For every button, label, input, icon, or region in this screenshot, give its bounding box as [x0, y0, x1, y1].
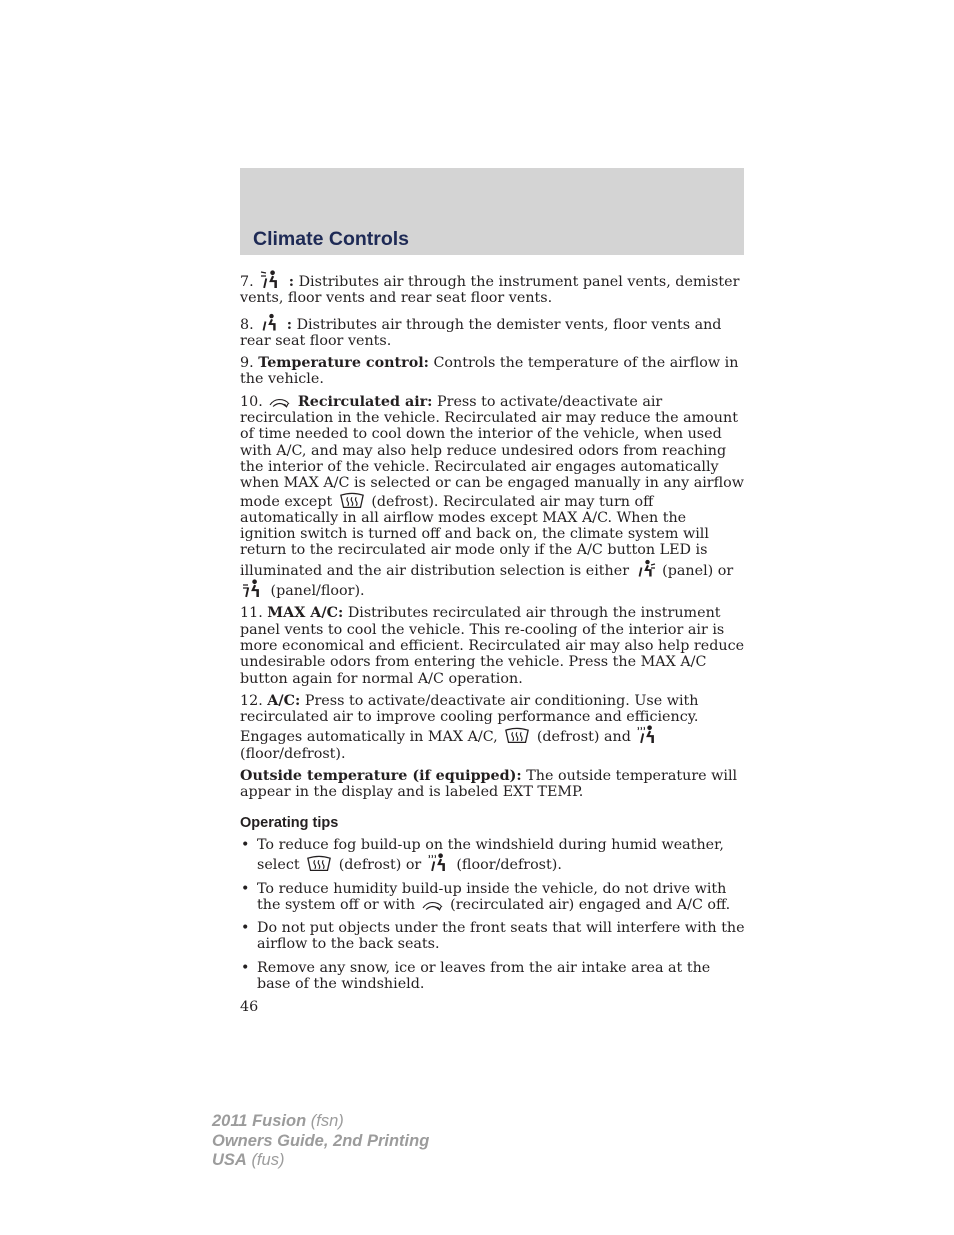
recirculation-icon: [422, 900, 444, 912]
operating-tips-heading: Operating tips: [240, 814, 339, 831]
floor-defrost-icon: [428, 853, 450, 872]
list-item: • To reduce fog build-up on the windshield during humid weather, select (defrost) or (floor/defrost).: [241, 836, 724, 874]
bullet: •: [241, 920, 250, 937]
page-title: Climate Controls: [253, 228, 410, 250]
bullet: •: [241, 959, 250, 976]
panel-floor-icon: [242, 579, 264, 598]
item-10: 10. Recirculated air: Press to activate/deactivate air recirculation in the vehicle. Recirculated air may reduce the amount of time needed to cool down the interior of the vehicle, when used with A/C, and may also help reduce undesired odors from reaching the interior of the vehicle. Recirculated air engages automatically when MAX A/C is selected or can be engaged manually in any airflow mode except (defrost). Recirculated air may turn off automatically in all airflow modes except MAX A/C. When the ignition switch is turned off and back on, the climate system will return to the recirculated air mode only if the A/C button LED is illuminated and the air distribution selection is either (panel) or (panel/floor).: [240, 393, 745, 600]
item-9: 9. Temperature control: Controls the temperature of the airflow in the vehicle.: [240, 355, 739, 388]
page-number: 46: [240, 999, 259, 1016]
item-8: 8. : Distributes air through the demister vents, floor vents and rear seat floor vents.: [240, 313, 746, 350]
defrost-icon: [306, 855, 332, 872]
item-7: 7. : Distributes air through the instrument panel vents, demister vents, floor vents and rear seat floor vents.: [240, 270, 746, 307]
footer-model-line: 2011 Fusion (fsn): [212, 1112, 344, 1130]
footer-guide-line: Owners Guide, 2nd Printing: [212, 1131, 430, 1150]
floor-demister-icon: [260, 270, 282, 289]
bullet: •: [241, 880, 250, 897]
item-11: 11. MAX A/C: Distributes recirculated air through the instrument panel vents to cool the vehicle. This re-cooling of the interior air is more economical and efficient. Recirculated air may also help reduce undesirable odors from entering the vehicle. Press the MAX A/C button again for normal A/C operation.: [240, 605, 745, 687]
recirculation-icon: [269, 397, 291, 409]
floor-defrost-icon: [637, 725, 659, 744]
document-footer: [212, 1112, 429, 1171]
list-item: • Do not put objects under the front seats that will interfere with the airflow to the back seats.: [241, 920, 745, 953]
defrost-icon: [504, 727, 530, 744]
bullet: •: [241, 836, 250, 853]
page-content: [240, 270, 746, 1016]
defrost-icon: [339, 492, 365, 509]
list-item: • Remove any snow, ice or leaves from the air intake area at the base of the windshield.: [241, 959, 711, 992]
footer-region-line: USA (fus): [212, 1151, 285, 1169]
list-item: • To reduce humidity build-up inside the vehicle, do not drive with the system off or with (recirculated air) engaged and A/C off.: [241, 880, 731, 913]
panel-icon: [636, 559, 656, 578]
outside-temperature: Outside temperature (if equipped): The outside temperature will appear in the display and is labeled EXT TEMP.: [240, 768, 738, 801]
floor-icon: [260, 313, 280, 332]
section-header: [240, 168, 744, 255]
item-12: 12. A/C: Press to activate/deactivate air conditioning. Use with recirculated air to improve cooling performance and efficiency. Engages automatically in MAX A/C, (defrost) and (floor/defrost).: [240, 692, 699, 762]
operating-tips-list: [240, 837, 746, 992]
